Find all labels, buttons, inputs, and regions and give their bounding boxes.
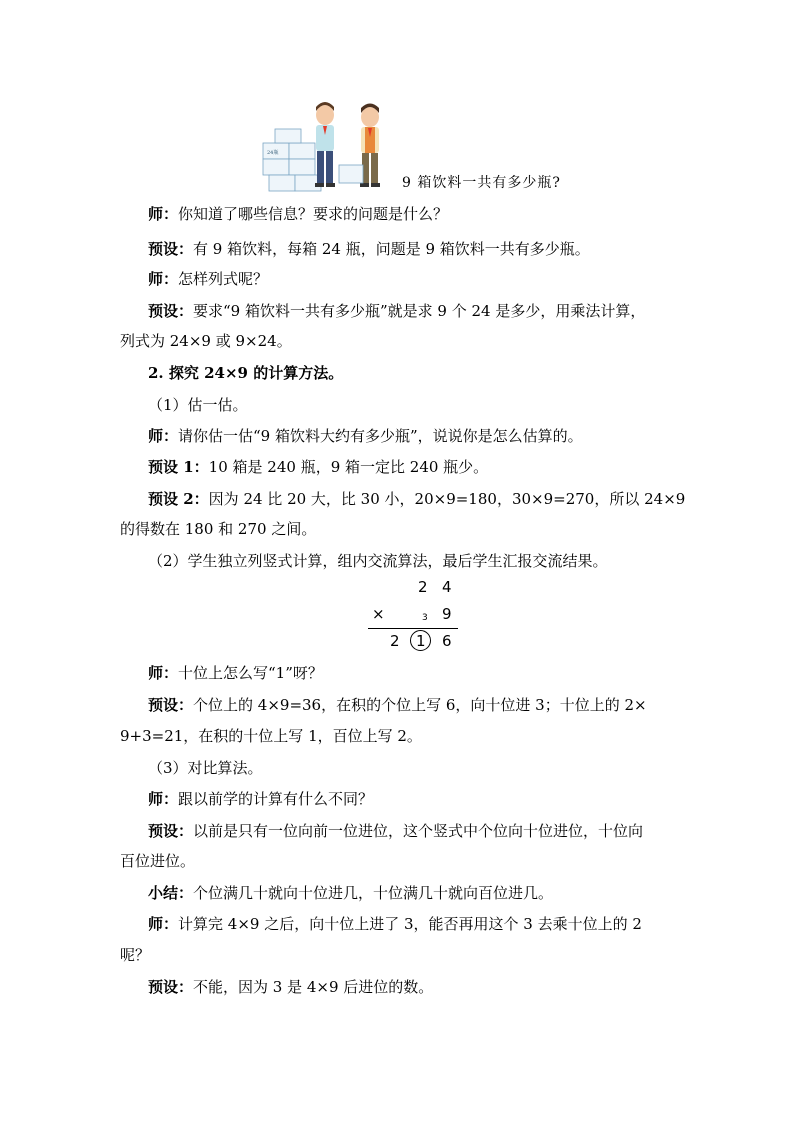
text-line [148, 425, 708, 447]
product-hundreds: 2 [390, 632, 400, 650]
text-line [148, 788, 708, 810]
text-line [148, 694, 708, 716]
product-tens-circled: 1 [416, 632, 426, 650]
text-line [148, 913, 708, 935]
line-text: 十位上怎么写“1”呀？ [178, 664, 323, 682]
product-ones: 6 [442, 632, 452, 650]
speaker-label: 师： [148, 664, 179, 682]
text-line [148, 976, 708, 998]
speaker-label: 预设： [148, 240, 194, 258]
text-line [148, 550, 708, 572]
speaker-label: 预设： [148, 302, 194, 320]
text-line [120, 725, 680, 747]
line-text: （2）学生独立列竖式计算，组内交流算法，最后学生汇报交流结果。 [148, 552, 608, 570]
boy-left [315, 102, 335, 187]
text-line [148, 203, 708, 225]
text-line [148, 820, 708, 842]
line-text: 计算完 4×9 之后，向十位上进了 3，能否再用这个 3 去乘十位上的 2 [178, 915, 642, 933]
box-label: 24瓶 [267, 150, 279, 156]
text-line [120, 944, 680, 966]
speaker-label: 师： [148, 790, 179, 808]
line-text: 个位上的 4×9=36，在积的个位上写 6，向十位进 3；十位上的 2× [193, 696, 647, 714]
line-text: 列式为 24×9 或 9×24。 [120, 332, 292, 350]
multiplicand-tens: 2 [418, 578, 428, 596]
speaker-label: 师： [148, 270, 179, 288]
text-line [148, 456, 708, 478]
line-text: （3）对比算法。 [148, 759, 263, 777]
text-line [120, 850, 680, 872]
line-text: 有 9 箱饮料，每箱 24 瓶，问题是 9 箱饮料一共有多少瓶。 [193, 240, 590, 258]
text-line [148, 757, 708, 779]
text-line [120, 330, 680, 352]
text-line [148, 882, 708, 904]
speaker-label: 预设： [148, 822, 194, 840]
line-text: 要求“9 箱饮料一共有多少瓶”就是求 9 个 24 是多少，用乘法计算， [193, 302, 646, 320]
speaker-label: 小结： [148, 884, 194, 902]
line-text: 以前是只有一位向前一位进位，这个竖式中个位向十位进位，十位向 [193, 822, 644, 840]
drink-box-small [339, 165, 363, 183]
line-text: 的得数在 180 和 270 之间。 [120, 520, 317, 538]
vertical-multiplication [366, 578, 466, 658]
line-text: 怎样列式呢？ [178, 270, 269, 288]
text-line [148, 394, 708, 416]
speaker-label: 预设 1： [148, 458, 209, 476]
text-line [148, 300, 708, 322]
calc-rule [368, 628, 458, 629]
multiply-sign: × [372, 605, 385, 623]
speaker-label: 预设： [148, 696, 194, 714]
line-text: 请你估一估“9 箱饮料大约有多少瓶”，说说你是怎么估算的。 [178, 427, 583, 445]
two-boys-with-drink-boxes-illustration [255, 95, 415, 195]
line-text: 你知道了哪些信息？要求的问题是什么？ [178, 205, 449, 223]
line-text: 2. 探究 24×9 的计算方法。 [148, 364, 344, 382]
line-text: 百位进位。 [120, 852, 196, 870]
speaker-label: 师： [148, 915, 179, 933]
speaker-label: 师： [148, 205, 179, 223]
speaker-label: 预设 2： [148, 490, 209, 508]
line-text: 个位满几十就向十位进几，十位满几十就向百位进几。 [193, 884, 554, 902]
line-text: 因为 24 比 20 大，比 30 小，20×9=180，30×9=270，所以 24×9 [208, 490, 686, 508]
line-text: （1）估一估。 [148, 396, 248, 414]
text-line [120, 518, 680, 540]
text-line [148, 268, 708, 290]
multiplicand-ones: 4 [442, 578, 452, 596]
speaker-label: 预设： [148, 978, 194, 996]
multiplier-digit: 9 [442, 605, 452, 623]
speaker-label: 师： [148, 427, 179, 445]
section-heading [148, 362, 708, 384]
drink-boxes-stack [263, 129, 321, 191]
text-line [148, 238, 708, 260]
line-text: 9+3=21，在积的十位上写 1，百位上写 2。 [120, 727, 422, 745]
text-line [148, 488, 708, 510]
line-text: 呢？ [120, 946, 151, 964]
line-text: 不能，因为 3 是 4×9 后进位的数。 [193, 978, 434, 996]
illustration-caption: 9 箱饮料一共有多少瓶? [402, 175, 561, 191]
line-text: 跟以前学的计算有什么不同？ [178, 790, 374, 808]
text-line [148, 662, 708, 684]
carry-digit: 3 [422, 613, 428, 623]
line-text: 10 箱是 240 瓶，9 箱一定比 240 瓶少。 [208, 458, 489, 476]
